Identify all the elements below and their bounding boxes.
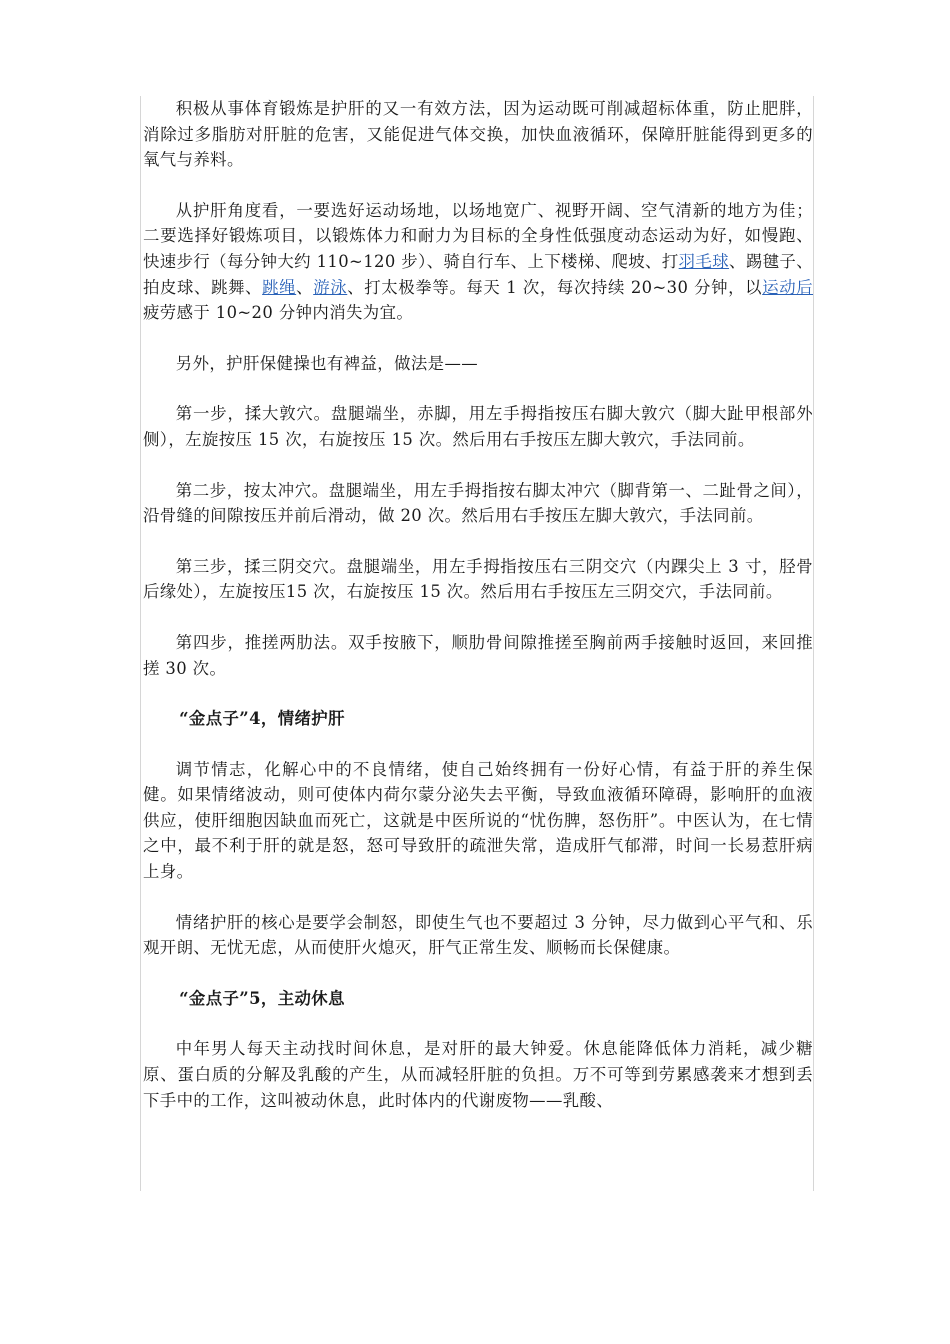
paragraph: [143, 1036, 813, 1113]
link-badminton[interactable]: 羽毛球: [678, 251, 730, 271]
text-segment: 积极从事体育锻炼是护肝的又一有效方法，因为运动既可削减超标体重，防止肥胖，消除过多脂肪对肝脏的危害，又能促进气体交换，加快血液循环，保障肝脏能得到更多的氧气与养料。: [143, 99, 813, 170]
link-swimming[interactable]: 游泳: [313, 277, 348, 297]
paragraph: [143, 401, 813, 452]
text-segment: 、: [296, 277, 314, 297]
text-segment: “金点子”4，情绪护肝: [179, 709, 345, 729]
text-segment: 、踢毽子、拍皮球、跳舞、: [143, 251, 814, 297]
link-after-exercise[interactable]: 运动后: [762, 277, 814, 297]
text-segment: 第二步，按太冲穴。盘腿端坐，用左手拇指按右脚太冲穴（脚背第一、二趾骨之间），沿骨缝的间隙按压并前后滑动，做 20 次。然后用右手按压左脚大敦穴，手法同前。: [143, 480, 813, 526]
text-segment: 第四步，推搓两肋法。双手按腋下，顺肋骨间隙推搓至胸前两手接触时返回，来回推搓 30 次。: [143, 632, 813, 678]
paragraph: [143, 351, 813, 377]
text-segment: 从护肝角度看，一要选好运动场地，以场地宽广、视野开阔、空气清新的地方为佳；二要选择好锻炼项目，以锻炼体力和耐力为目标的全身性低强度动态运动为好，如慢跑、快速步行（每分钟大约 110~120 步）、骑自行车、上下楼梯、爬坡、打: [143, 200, 813, 271]
document-page: [140, 96, 814, 1191]
paragraph: [143, 96, 813, 173]
document-content: [141, 96, 813, 1113]
text-segment: 中年男人每天主动找时间休息，是对肝的最大钟爱。休息能降低体力消耗，减少糖原、蛋白质的分解及乳酸的产生，从而减轻肝脏的负担。万不可等到劳累感袭来才想到丢下手中的工作，这叫被动休息，此时体内的代谢废物——乳酸、: [143, 1039, 813, 1110]
paragraph: [143, 910, 813, 961]
text-segment: “金点子”5，主动休息: [179, 988, 345, 1008]
link-jump-rope[interactable]: 跳绳: [262, 277, 297, 297]
text-segment: 第三步，揉三阴交穴。盘腿端坐，用左手拇指按压右三阴交穴（内踝尖上 3 寸，胫骨后缘处），左旋按压15 次，右旋按压 15 次。然后用右手按压左三阴交穴，手法同前。: [143, 556, 813, 602]
text-segment: 调节情志，化解心中的不良情绪，使自己始终拥有一份好心情，有益于肝的养生保健。如果情绪波动，则可使体内荷尔蒙分泌失去平衡，导致血液循环障碍，影响肝的血液供应，使肝细胞因缺血而死亡，这就是中医所说的“忧伤脾，怒伤肝”。中医认为，在七情之中，最不利于肝的就是怒，怒可导致肝的疏泄失常，造成肝气郁滞，时间一长易惹肝病上身。: [143, 759, 813, 882]
paragraph: [143, 478, 813, 529]
text-segment: 、打太极拳等。每天 1 次，每次持续 20~30 分钟，以: [347, 277, 763, 297]
text-segment: 疲劳感于 10~20 分钟内消失为宜。: [143, 303, 414, 323]
section-heading: [143, 986, 813, 1012]
text-segment: 第一步，揉大敦穴。盘腿端坐，赤脚，用左手拇指按压右脚大敦穴（脚大趾甲根部外侧），左旋按压 15 次，右旋按压 15 次。然后用右手按压左脚大敦穴，手法同前。: [143, 404, 813, 449]
paragraph: [143, 630, 813, 681]
text-segment: 另外，护肝保健操也有裨益，做法是——: [175, 353, 479, 373]
section-heading: [143, 706, 813, 732]
paragraph: [143, 757, 813, 885]
paragraph: [143, 554, 813, 605]
paragraph: [143, 198, 813, 326]
text-segment: 情绪护肝的核心是要学会制怒，即使生气也不要超过 3 分钟，尽力做到心平气和、乐观开朗、无忧无虑，从而使肝火熄灭，肝气正常生发、顺畅而长保健康。: [143, 912, 813, 958]
